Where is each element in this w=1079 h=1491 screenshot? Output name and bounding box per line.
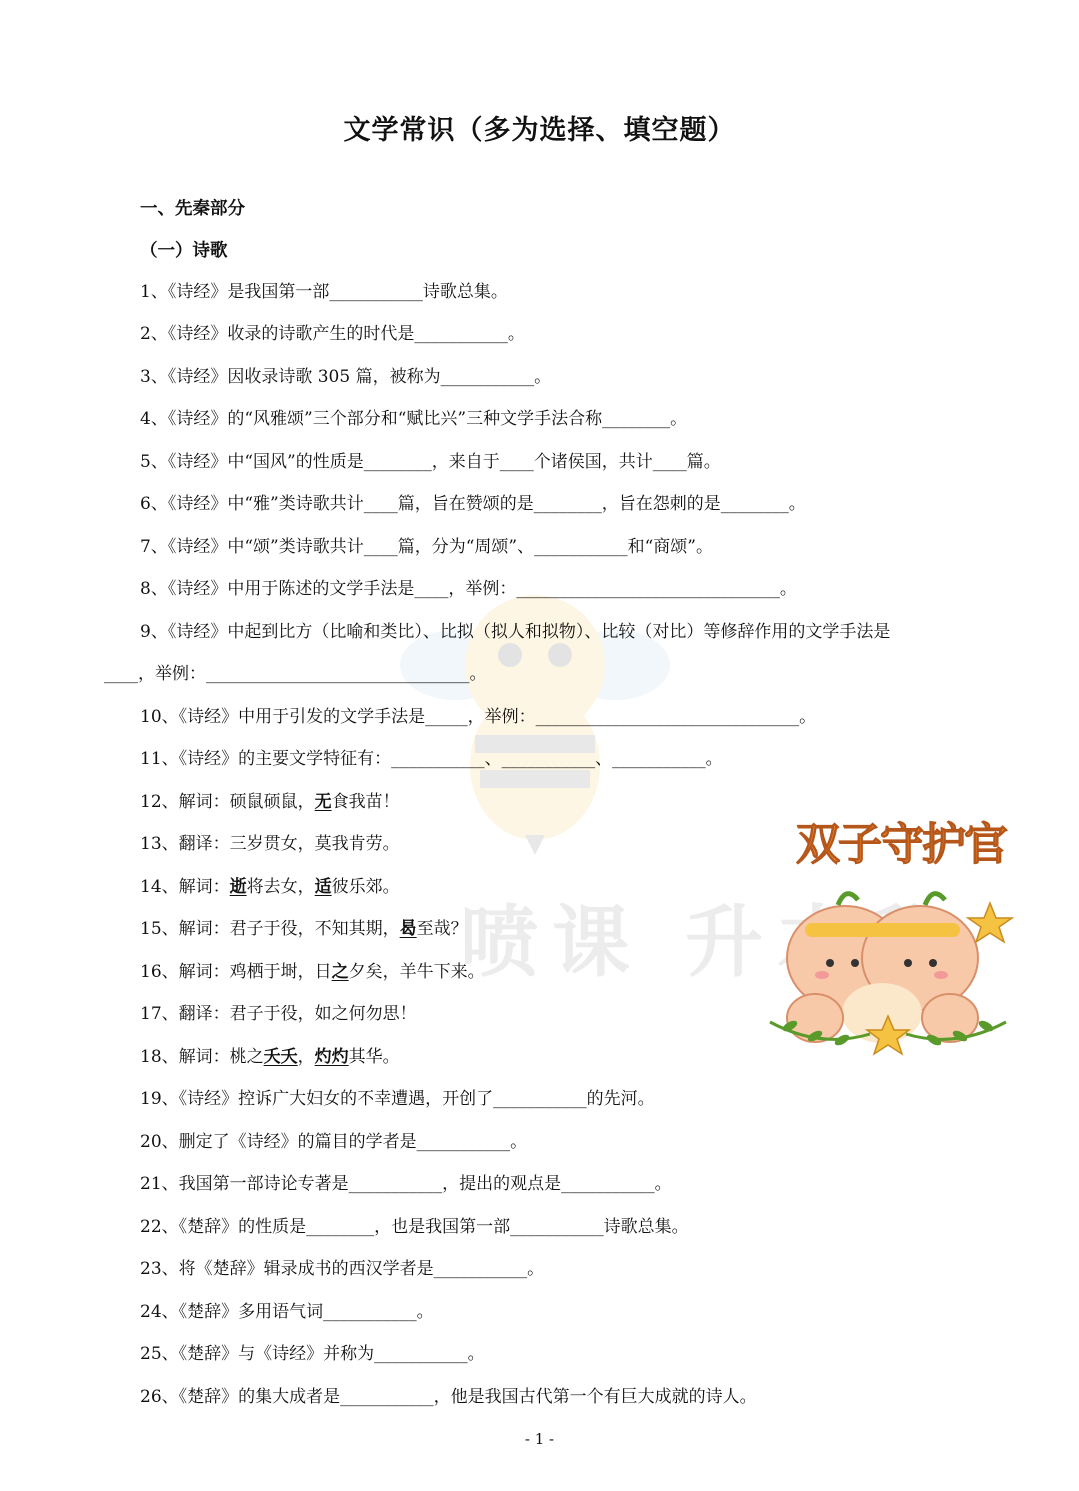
question-12: 12、解词：硕鼠硕鼠，无食我苗！ xyxy=(140,792,400,812)
question-17: 17、翻译：君子于役，如之何勿思！ xyxy=(140,1004,417,1024)
sticker-title: 双子守护官 xyxy=(796,819,1006,870)
question-18: 18、解词：桃之夭夭，灼灼其华。 xyxy=(140,1047,400,1067)
question-26: 26、《楚辞》的集大成者是___________，他是我国古代第一个有巨大成就的诗人。 xyxy=(140,1387,757,1407)
question-15: 15、解词：君子于役，不知其期，曷至哉？ xyxy=(140,919,468,939)
question-9: 9、《诗经》中起到比方（比喻和类比）、比拟（拟人和拟物）、比较（对比）等修辞作用的文学手法是 xyxy=(140,622,891,642)
laurel-wreath-icon xyxy=(760,1004,1016,1064)
question-11: 11、《诗经》的主要文学特征有：___________、___________、___________。 xyxy=(140,749,723,769)
document-title: 文学常识（多为选择、填空题） xyxy=(343,115,736,146)
question-10: 10、《诗经》中用于引发的文学手法是_____，举例：_______________________________。 xyxy=(140,707,817,727)
question-20: 20、删定了《诗经》的篇目的学者是___________。 xyxy=(140,1132,528,1152)
page-number: - 1 - xyxy=(524,1430,555,1448)
question-8: 8、《诗经》中用于陈述的文学手法是____，举例：_______________________________。 xyxy=(140,579,797,599)
gemini-sticker xyxy=(760,808,1016,1064)
question-3: 3、《诗经》因收录诗歌 305 篇，被称为___________。 xyxy=(140,367,552,387)
question-24: 24、《楚辞》多用语气词___________。 xyxy=(140,1302,434,1322)
section-heading: 一、先秦部分 xyxy=(140,199,245,219)
question-2: 2、《诗经》收录的诗歌产生的时代是___________。 xyxy=(140,324,525,344)
question-25: 25、《楚辞》与《诗经》并称为___________。 xyxy=(140,1344,485,1364)
question-22: 22、《楚辞》的性质是________，也是我国第一部___________诗歌总集。 xyxy=(140,1217,689,1237)
question-7: 7、《诗经》中“颂”类诗歌共计____篇，分为“周颂”、___________和“商颂”。 xyxy=(140,537,713,557)
question-19: 19、《诗经》控诉广大妇女的不幸遭遇，开创了___________的先河。 xyxy=(140,1089,655,1109)
question-14: 14、解词：逝将去女，适彼乐郊。 xyxy=(140,877,400,897)
question-16: 16、解词：鸡栖于埘，日之夕矣，羊牛下来。 xyxy=(140,962,485,982)
question-1: 1、《诗经》是我国第一部___________诗歌总集。 xyxy=(140,282,508,302)
subsection-heading: （一）诗歌 xyxy=(140,241,228,261)
question-4: 4、《诗经》的“风雅颂”三个部分和“赋比兴”三种文学手法合称________。 xyxy=(140,409,688,429)
watermark-text: 喷课 升本秘 xyxy=(460,898,962,988)
question-5: 5、《诗经》中“国风”的性质是________，来自于____个诸侯国，共计____篇。 xyxy=(140,452,721,472)
question-23: 23、将《楚辞》辑录成书的西汉学者是___________。 xyxy=(140,1259,545,1279)
question-9-continued: ____，举例：_______________________________。 xyxy=(104,664,487,684)
question-13: 13、翻译：三岁贯女，莫我肯劳。 xyxy=(140,834,400,854)
question-21: 21、我国第一部诗论专著是___________，提出的观点是___________。 xyxy=(140,1174,672,1194)
question-6: 6、《诗经》中“雅”类诗歌共计____篇，旨在赞颂的是________，旨在怨刺的是________。 xyxy=(140,494,806,514)
